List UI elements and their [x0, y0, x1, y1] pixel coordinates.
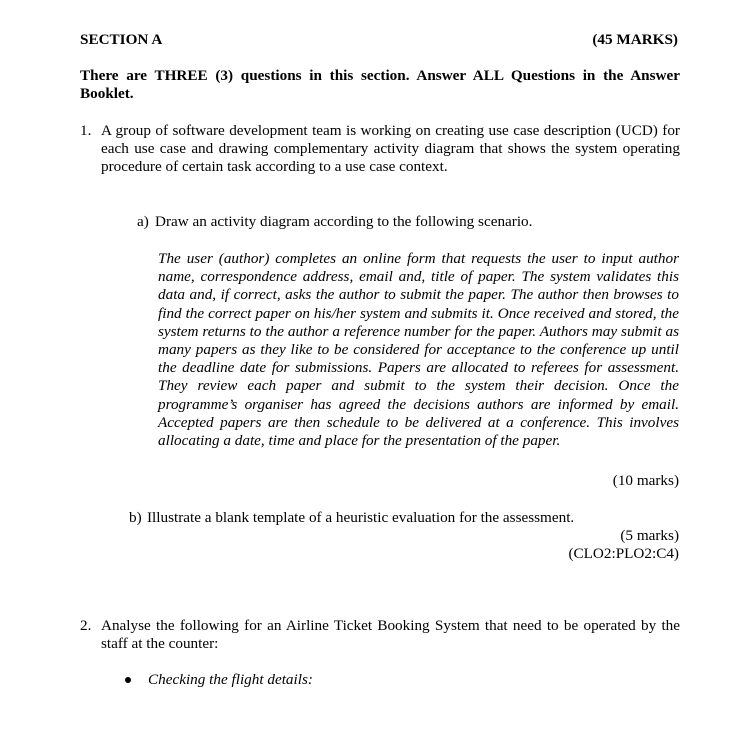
question-1b-clo: (CLO2:PLO2:C4): [568, 545, 679, 562]
question-1a-prompt: Draw an activity diagram according to the following scenario.: [155, 213, 533, 230]
question-1b-label: b): [129, 509, 142, 526]
question-1-text: A group of software development team is working on creating use case description (UCD) for each use case and drawing complementary activity diagram that shows the system operating procedure of certain task according to a use case context.: [101, 122, 680, 176]
question-1a-label: a): [137, 213, 149, 230]
question-2-bullet-1: Checking the flight details:: [148, 671, 313, 688]
section-instructions: There are THREE (3) questions in this section. Answer ALL Questions in the Answer Booklet.: [80, 67, 680, 103]
question-2-number: 2.: [80, 617, 92, 634]
question-1-number: 1.: [80, 122, 92, 139]
section-marks: (45 MARKS): [592, 31, 678, 48]
question-1b-marks: (5 marks): [620, 527, 679, 544]
question-1b-prompt: Illustrate a blank template of a heuristic evaluation for the assessment.: [147, 509, 575, 526]
section-title: SECTION A: [80, 31, 163, 48]
question-1a-scenario: The user (author) completes an online form that requests the user to input author name, correspondence address, email and, title of paper. The system validates this data and, if correct, asks the author to submit the paper. The author then browses to find the correct paper on his/her system and submits it. Once received and stored, the system returns to the author a reference number for the paper. Authors may submit as many papers as they like to be considered for acceptance to the conference up until the deadline date for submissions. Papers are allocated to referees for assessment. They review each paper and submit to the system their decision. Once the programme’s organiser has agreed the decisions authors are informed by email. Accepted papers are then schedule to be delivered at a conference. This involves allocating a date, time and place for the presentation of the paper.: [158, 250, 679, 450]
bullet-dot-icon: [125, 677, 131, 683]
question-2-text: Analyse the following for an Airline Ticket Booking System that need to be operated by the staff at the counter:: [101, 617, 680, 653]
question-1a-marks: (10 marks): [612, 472, 679, 489]
